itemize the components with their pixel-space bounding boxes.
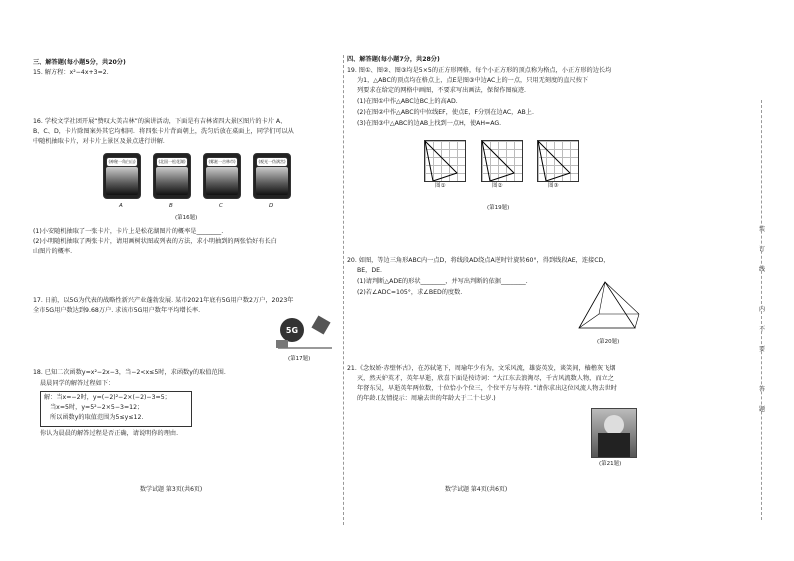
solution-line2: 当x=5时，y=5²−2×5−3=12； bbox=[50, 404, 144, 411]
question-20-line2: BE，DE. bbox=[357, 267, 382, 274]
left-footer: 数学试题 第3页(共6页) bbox=[140, 486, 203, 493]
grid-figure-2 bbox=[481, 140, 523, 182]
question-18-line2: 晨晨同学的解答过程如下： bbox=[40, 380, 115, 387]
figure-17-caption: (第17题) bbox=[288, 356, 311, 362]
card-a-image bbox=[103, 153, 141, 199]
card-c-image bbox=[203, 153, 241, 199]
question-16-part2: (2)小明随机抽取了两张卡片，请用画树状图或列表的方法，求小明抽到的两张恰好有长白 bbox=[33, 238, 277, 245]
card-c-letter: C bbox=[219, 203, 223, 209]
question-15: 15. 解方程：x²−4x+3=2. bbox=[33, 69, 109, 76]
card-b-label: (北国一松花湖) bbox=[156, 157, 188, 167]
question-20-part2: (2)若∠ADC=105°，求∠BED的度数. bbox=[357, 289, 463, 296]
question-16-part2-cont: 山图片的概率. bbox=[33, 248, 73, 255]
card-a-letter: A bbox=[119, 203, 123, 209]
question-21-line3: 年督东吴，早逝英年两位数，十位恰小个位三，个位平方与寿符．”请你求出这位风流人物去世时 bbox=[357, 385, 617, 392]
solution-line3: 所以函数y的取值范围为5≤y≤12. bbox=[50, 414, 144, 421]
card-d-label: (观光一伪满宫) bbox=[256, 157, 288, 167]
binding-char-5: 不 bbox=[758, 326, 765, 333]
grid-3-caption: 图③ bbox=[548, 183, 559, 189]
right-footer: 数学试题 第4页(共6页) bbox=[445, 486, 508, 493]
card-c-label: (雾凇一吉林市) bbox=[206, 157, 238, 167]
question-19-part1: (1)在图①中作△ABC边BC上的高AD. bbox=[357, 98, 458, 105]
right-page bbox=[347, 0, 687, 561]
card-a-label: (神秘一角白山) bbox=[106, 157, 138, 167]
left-page bbox=[0, 0, 340, 561]
binding-dashed-line bbox=[761, 100, 762, 520]
question-19-line1: 19. 图①、图②、图③均是5×5的正方形网格，每个小正方形的顶点称为格点，小正方形的边长均 bbox=[347, 67, 612, 74]
section-4-header: 四、解答题(每小题7分，共28分) bbox=[347, 56, 440, 63]
card-d-image bbox=[253, 153, 291, 199]
card-b-letter: B bbox=[169, 203, 173, 209]
card-d-letter: D bbox=[269, 203, 274, 209]
grid-1-caption: 图① bbox=[435, 183, 446, 189]
grid-2-caption: 图② bbox=[492, 183, 503, 189]
binding-char-2: 订 bbox=[758, 246, 765, 253]
figure-21-caption: (第21题) bbox=[599, 461, 622, 467]
card-b-image bbox=[153, 153, 191, 199]
grid-figure-3 bbox=[537, 140, 579, 182]
solution-line1: 解：当x=−2时，y=(−2)²−2×(−2)−3=5； bbox=[44, 394, 171, 401]
figure-20-caption: (第20题) bbox=[597, 339, 620, 345]
question-21-line4: 的年龄.(友情提示：周瑜去世的年龄大于二十七岁.) bbox=[357, 395, 496, 402]
binding-char-4: 内 bbox=[758, 306, 765, 313]
binding-char-8: 题 bbox=[758, 406, 765, 413]
question-20-part1: (1)请判断△ADE的形状________，并写出判断的依据________. bbox=[357, 278, 528, 285]
5g-illustration bbox=[270, 312, 338, 356]
center-fold-line bbox=[343, 55, 344, 525]
question-16-part1: (1)小安随机抽取了一张卡片，卡片上是松花湖图片的概率是________. bbox=[33, 228, 224, 235]
question-19-part3: (3)在图③中△ABC的边AB上找到一点H，使AH=AG. bbox=[357, 120, 502, 127]
question-19-part2: (2)在图②中作△ABC的中位线EF，使点E，F分别在边AC，AB上. bbox=[357, 109, 534, 116]
question-17-line2: 全市5G用户数达到9.68万户. 求该市5G用户数年平均增长率. bbox=[33, 307, 201, 314]
question-18-end: 你认为晨晨的解答过程是否正确，请说明你的理由. bbox=[40, 430, 179, 437]
5g-badge-text: 5G bbox=[285, 326, 299, 335]
question-19-line3: 列要求在给定的网格中画图，不要求写出画法，保留作图痕迹. bbox=[357, 87, 527, 94]
question-19-line2: 为1，△ABC的顶点均在格点上，点E是图③中边AC上的一点，只用无刻度的直尺按下 bbox=[357, 77, 589, 84]
zhou-yu-portrait bbox=[591, 408, 637, 458]
section-3-header: 三、解答题(每小题5分，共20分) bbox=[33, 59, 126, 66]
binding-char-3: 线 bbox=[758, 266, 765, 273]
figure-16-caption: (第16题) bbox=[175, 215, 198, 221]
binding-char-1: 装 bbox=[758, 226, 765, 233]
question-17-line1: 17. 日前，以5G为代表的战略性新兴产业蓬勃发展. 某市2021年底有5G用户数2万户，2023年 bbox=[33, 297, 294, 304]
question-18-line1: 18. 已知二次函数y=x²−2x−3，当−2<x≤5时，求函数y的取值范围. bbox=[33, 369, 226, 376]
question-20-line1: 20. 如图，等边三角形ABC内一点D，将线段AD绕点A逆时针旋转60°，得到线段AE，连接CD， bbox=[347, 257, 610, 264]
binding-char-7: 答 bbox=[758, 386, 765, 393]
question-16-line2: B、C、D，卡片除图案外其它均相同．将四张卡片背面朝上，洗匀后放在桌面上，同学们可以从 bbox=[33, 128, 294, 135]
figure-19-caption: (第19题) bbox=[487, 205, 510, 211]
triangle-figure-20 bbox=[573, 278, 643, 336]
question-16-line1: 16. 学校文学社团开展“赞叹大美吉林”的演讲活动，下面是有吉林省四大景区图片的卡片 A、 bbox=[33, 118, 287, 125]
binding-char-6: 要 bbox=[758, 346, 765, 353]
question-21-line1: 21.《念奴娇·赤壁怀古》，在苏轼笔下，周瑜年少有为，文采风流，雄姿英发，谈笑间，樯橹灰飞烟 bbox=[347, 365, 616, 372]
question-21-line2: 灭，然天妒英才，英年早逝，欣喜下面是按诗词：“大江东去浪淘尽，千古风流数人物，而立之 bbox=[357, 375, 614, 382]
grid-figure-1 bbox=[424, 140, 466, 182]
question-16-line3: 中随机抽取卡片，对卡片上景区及景点进行讲解． bbox=[33, 138, 170, 145]
